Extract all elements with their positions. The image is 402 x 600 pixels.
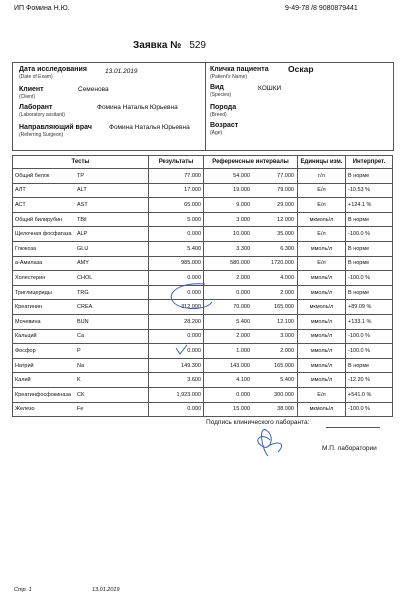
page-number: Стр. 1 [14, 587, 32, 593]
test-abbr: TRG [77, 289, 89, 296]
unit: ммоль/л [298, 241, 346, 256]
reference-low: 3.000 [236, 216, 250, 223]
unit: ммоль/л [298, 314, 346, 329]
result-value: 312.000 [149, 300, 204, 315]
exam-date-value: 13.01.2019 [105, 68, 138, 75]
stamp-label: М.П. лаборатории [322, 445, 377, 452]
lab-label: Лаборант [19, 104, 53, 111]
reference-low: 19.000 [233, 187, 250, 194]
exam-date-sub: (Date of Exam) [19, 74, 53, 80]
test-name: Мочевина [15, 318, 41, 325]
test-abbr: AST [77, 201, 88, 208]
result-value: 1,923.000 [149, 387, 204, 402]
test-abbr: ALP [77, 231, 88, 238]
reference-low: 0.000 [236, 391, 250, 398]
test-abbr: CK [77, 391, 85, 398]
reference-low: 0.000 [236, 289, 250, 296]
client-label: Клиент [19, 86, 44, 93]
test-abbr: Na [77, 362, 85, 369]
test-abbr: P [77, 347, 81, 354]
reference-low: 580.000 [230, 260, 250, 267]
result-value: 985.000 [149, 256, 204, 271]
interpretation: -100.0 % [346, 402, 393, 417]
unit: ммоль/л [298, 344, 346, 359]
ref-sub: (Referring Surgeon) [19, 132, 64, 138]
owner-name: ИП Фомина Н.Ю. [14, 5, 70, 12]
result-value: 149.300 [149, 358, 204, 373]
request-number: 529 [189, 40, 206, 51]
reference-high: 79.000 [277, 187, 294, 194]
result-value: 0.000 [149, 271, 204, 286]
result-value: 0.000 [149, 329, 204, 344]
test-abbr: TBil [77, 216, 87, 223]
reference-low: 1.000 [236, 347, 250, 354]
test-abbr: BUN [77, 318, 89, 325]
unit: ммоль/л [298, 271, 346, 286]
reference-high: 35.000 [277, 231, 294, 238]
phone-numbers: 9-49-78 /8 9080879441 [285, 5, 358, 12]
patient-label: Кличка пациента [210, 66, 269, 73]
test-abbr: CREA [77, 304, 93, 311]
test-name: АСТ [15, 201, 26, 208]
col-reference: Референсные интервалы [204, 156, 298, 169]
test-abbr: Ca [77, 333, 85, 340]
interpretation: +541.0 % [346, 387, 393, 402]
result-value: 77.000 [149, 169, 204, 184]
interpretation: В норме [346, 212, 393, 227]
age-label: Возраст [210, 122, 239, 129]
test-abbr: TP [77, 172, 85, 179]
reference-low: 5.400 [236, 318, 250, 325]
unit: Е/л [298, 227, 346, 242]
col-units: Единицы изм. [298, 156, 346, 169]
result-value: 0.000 [149, 344, 204, 359]
reference-low: 54.000 [233, 172, 250, 179]
test-name: Креатинфосфокиназа [15, 391, 71, 398]
signature-line [326, 427, 380, 428]
test-name: Натрий [15, 362, 34, 369]
interpretation: -12.20 % [346, 373, 393, 388]
lab-sub: (Laboratory assitant) [19, 112, 65, 118]
interpretation: +124.1 % [346, 198, 393, 213]
interpretation: -10.53 % [346, 183, 393, 198]
reference-low: 70.000 [233, 304, 250, 311]
reference-high: 300.000 [274, 391, 294, 398]
result-value: 0.000 [149, 285, 204, 300]
ref-label: Направляющий врач [19, 124, 92, 131]
reference-high: 2.000 [280, 289, 294, 296]
reference-high: 5.400 [280, 377, 294, 384]
reference-low: 2.000 [236, 333, 250, 340]
col-results: Результаты [149, 156, 204, 169]
pen-circle-mark [171, 284, 212, 309]
result-value: 28.200 [149, 314, 204, 329]
pen-check-mark [176, 345, 187, 354]
result-value: 5.000 [149, 212, 204, 227]
interpretation: -100.0 % [346, 344, 393, 359]
test-abbr: ALT [77, 187, 87, 194]
reference-low: 143.000 [230, 362, 250, 369]
unit: мкмоль/л [298, 212, 346, 227]
result-value: 3.600 [149, 373, 204, 388]
reference-high: 2.000 [280, 347, 294, 354]
exam-date-label: Дата исследования [19, 66, 87, 73]
unit: мкмоль/л [298, 402, 346, 417]
unit: Е/л [298, 183, 346, 198]
unit: ммоль/л [298, 358, 346, 373]
result-value: 17.000 [149, 183, 204, 198]
patient-sub: (Patient's Name) [210, 74, 248, 80]
reference-high: 4.000 [280, 274, 294, 281]
interpretation: В норме [346, 256, 393, 271]
test-name: Креатинин [15, 304, 42, 311]
signature-label: Подпись клинического лаборанта: [206, 419, 310, 426]
unit: г/л [298, 169, 346, 184]
test-name: Калий [15, 377, 31, 384]
reference-low: 15.000 [233, 406, 250, 413]
col-interp: Интерпрет. [346, 156, 393, 169]
test-abbr: GLU [77, 245, 89, 252]
breed-label: Порода [210, 104, 237, 111]
reference-high: 3.000 [280, 333, 294, 340]
test-name: Триглицериды [15, 289, 52, 296]
test-name: Глюкоза [15, 245, 37, 252]
interpretation: -100.0 % [346, 329, 393, 344]
result-value: 5.400 [149, 241, 204, 256]
interpretation: В норме [346, 169, 393, 184]
species-label: Вид [210, 84, 224, 91]
unit: ммоль/л [298, 373, 346, 388]
test-name: Щелочная фосфатаза [15, 231, 72, 238]
test-name: Общий белок [15, 172, 50, 179]
age-sub: (Age) [210, 130, 223, 136]
client-sub: (Client) [19, 94, 36, 100]
test-abbr: K [77, 377, 81, 384]
reference-high: 12.000 [277, 216, 294, 223]
reference-high: 1720.000 [271, 260, 294, 267]
test-name: Фосфор [15, 347, 36, 354]
test-name: Холестерин [15, 274, 46, 281]
interpretation: -100.0 % [346, 271, 393, 286]
species-value: КОШКИ [258, 85, 282, 92]
col-tests: Тесты [13, 156, 149, 169]
client-value: Семенова [78, 86, 109, 93]
interpretation: В норме [346, 358, 393, 373]
reference-high: 38.000 [277, 406, 294, 413]
unit: Е/л [298, 387, 346, 402]
result-value: 0.000 [149, 402, 204, 417]
test-name: Общий билирубин [15, 216, 63, 223]
test-abbr: Fe [77, 406, 84, 413]
interpretation: +133.1 % [346, 314, 393, 329]
reference-low: 10.000 [233, 231, 250, 238]
unit: Е/л [298, 198, 346, 213]
species-sub: (Species) [210, 92, 232, 98]
interpretation: -100.0 % [346, 227, 393, 242]
request-label: Заявка № [133, 40, 182, 51]
reference-low: 9.000 [236, 201, 250, 208]
reference-high: 165.000 [274, 362, 294, 369]
reference-high: 6.300 [280, 245, 294, 252]
unit: Е/л [298, 256, 346, 271]
unit: ммоль/л [298, 285, 346, 300]
reference-high: 77.000 [277, 172, 294, 179]
test-abbr: AMY [77, 260, 89, 267]
breed-sub: (Breed) [210, 112, 227, 118]
test-name: АЛТ [15, 187, 26, 194]
interpretation: В норме [346, 285, 393, 300]
test-name: а-Амилаза [15, 260, 43, 267]
interpretation: В норме [346, 241, 393, 256]
reference-high: 29.000 [277, 201, 294, 208]
test-name: Кальций [15, 333, 37, 340]
reference-low: 4.100 [236, 377, 250, 384]
test-abbr: CHOL [77, 274, 93, 281]
reference-low: 3.300 [236, 245, 250, 252]
ref-value: Фомина Наталья Юрьевна [109, 124, 190, 131]
signature-scribble [258, 430, 282, 456]
interpretation: +89.09 % [346, 300, 393, 315]
test-name: Железо [15, 406, 35, 413]
reference-high: 165.000 [274, 304, 294, 311]
lab-value: Фомина Наталья Юрьевна [97, 104, 178, 111]
result-value: 65.000 [149, 198, 204, 213]
result-value: 0.000 [149, 227, 204, 242]
footer-date: 13.01.2019 [92, 587, 120, 593]
unit: ммоль/л [298, 329, 346, 344]
reference-high: 12.100 [277, 318, 294, 325]
patient-value: Оскар [288, 64, 314, 74]
reference-low: 2.000 [236, 274, 250, 281]
unit: мкмоль/л [298, 300, 346, 315]
